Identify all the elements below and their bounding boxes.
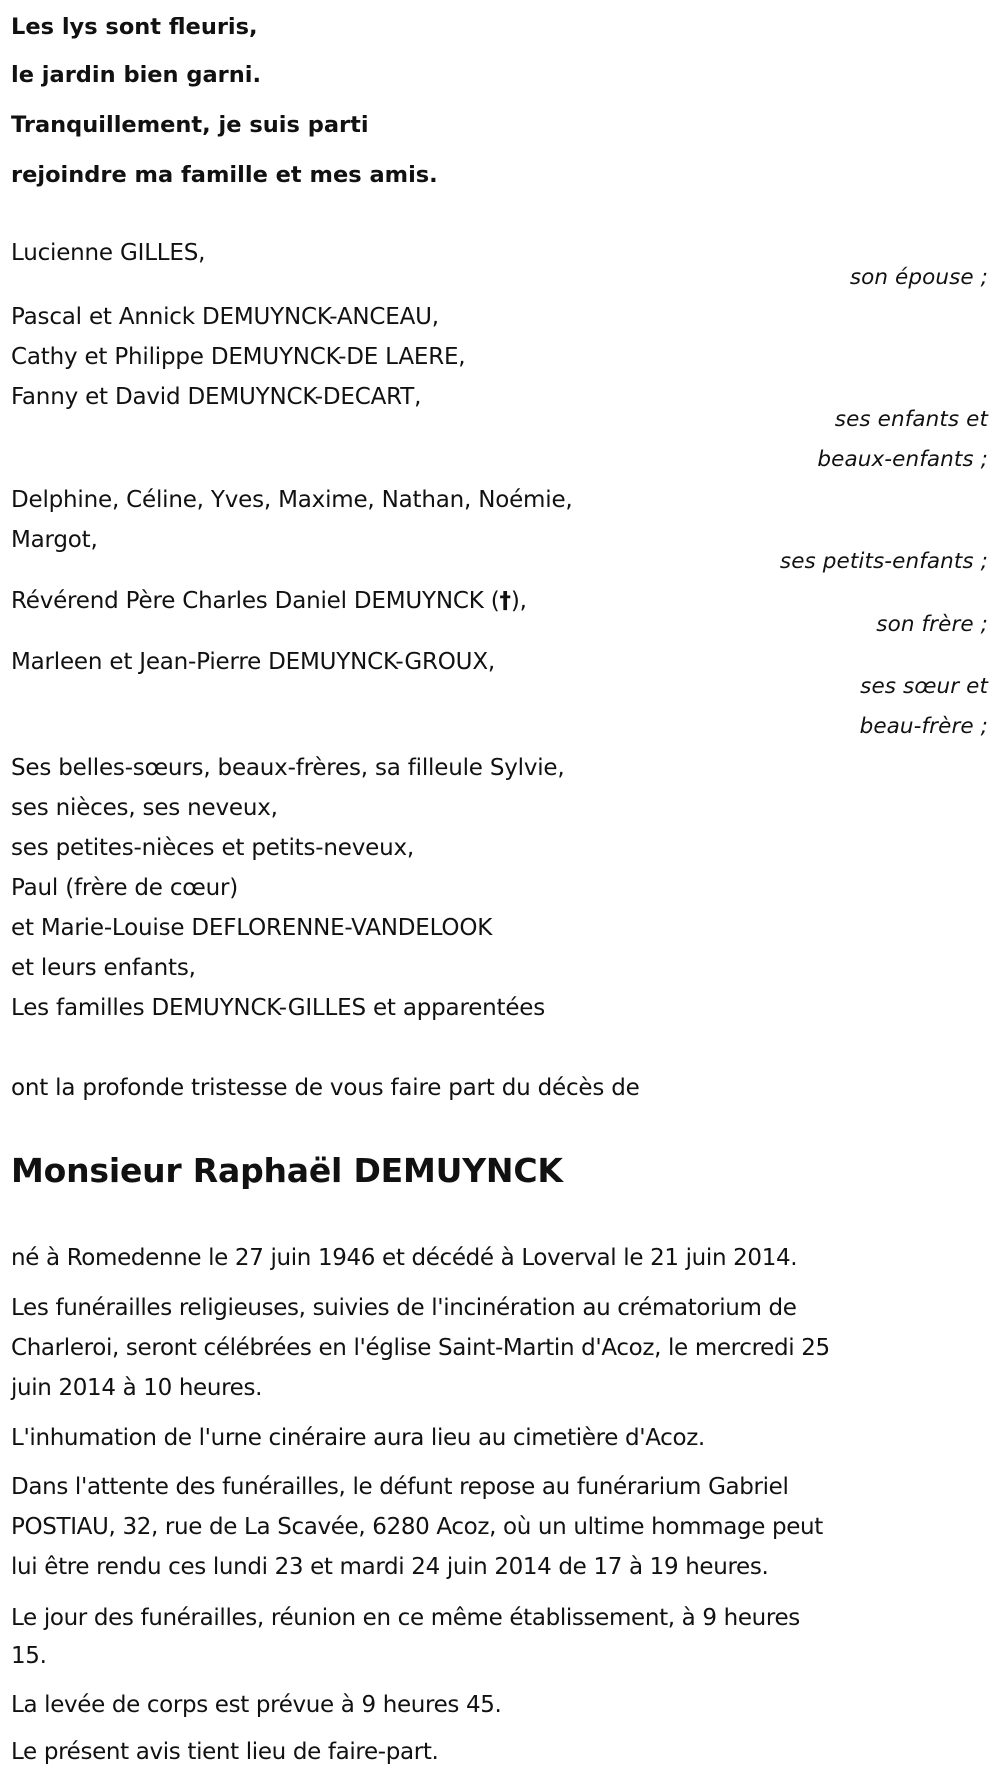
funeral-text: Charleroi, seront célébrées en l'église Saint-Martin d'Acoz, le mercredi 25 — [11, 1335, 830, 1361]
announcement-text: ont la profonde tristesse de vous faire part du décès de — [11, 1075, 640, 1101]
meeting-text: Le jour des funérailles, réunion en ce même établissement, à 9 heures — [11, 1605, 800, 1631]
children-relation: beaux-enfants ; — [817, 447, 988, 472]
brother-relation: son frère ; — [876, 612, 988, 637]
notice-text: Le présent avis tient lieu de faire-part. — [11, 1739, 439, 1765]
spouse-relation: son épouse ; — [849, 265, 988, 290]
procession-text: La levée de corps est prévue à 9 heures 45. — [11, 1692, 502, 1718]
other-relatives-line: Paul (frère de cœur) — [11, 875, 239, 901]
child-name: Pascal et Annick DEMUYNCK-ANCEAU, — [11, 304, 439, 330]
funeral-text: juin 2014 à 10 heures. — [11, 1375, 263, 1401]
other-relatives-line: ses petites-nièces et petits-neveux, — [11, 835, 414, 861]
other-relatives-line: et leurs enfants, — [11, 955, 196, 981]
viewing-text: POSTIAU, 32, rue de La Scavée, 6280 Acoz, où un ultime hommage peut — [11, 1514, 823, 1540]
grandchildren-names: Margot, — [11, 527, 98, 553]
other-relatives-line: et Marie-Louise DEFLORENNE-VANDELOOK — [11, 915, 493, 941]
other-relatives-line: Les familles DEMUYNCK-GILLES et apparentées — [11, 995, 546, 1021]
grandchildren-relation: ses petits-enfants ; — [779, 549, 988, 574]
children-relation: ses enfants et — [834, 407, 988, 432]
sister-relation: beau-frère ; — [859, 714, 988, 739]
cross-icon: † — [499, 588, 511, 614]
spouse-name: Lucienne GILLES, — [11, 240, 206, 266]
viewing-text: lui être rendu ces lundi 23 et mardi 24 juin 2014 de 17 à 19 heures. — [11, 1554, 769, 1580]
grandchildren-names: Delphine, Céline, Yves, Maxime, Nathan, Noémie, — [11, 487, 573, 513]
poem-line: Tranquillement, je suis parti — [11, 112, 369, 138]
other-relatives-line: ses nièces, ses neveux, — [11, 795, 278, 821]
deceased-name: Monsieur Raphaël DEMUYNCK — [11, 1151, 563, 1190]
birth-death-text: né à Romedenne le 27 juin 1946 et décédé à Loverval le 21 juin 2014. — [11, 1245, 798, 1271]
brother-name: Révérend Père Charles Daniel DEMUYNCK (†), — [11, 588, 527, 614]
other-relatives-line: Ses belles-sœurs, beaux-frères, sa filleule Sylvie, — [11, 755, 565, 781]
sister-relation: ses sœur et — [860, 674, 988, 699]
burial-text: L'inhumation de l'urne cinéraire aura lieu au cimetière d'Acoz. — [11, 1425, 705, 1451]
poem-line: rejoindre ma famille et mes amis. — [11, 162, 438, 188]
viewing-text: Dans l'attente des funérailles, le défunt repose au funérarium Gabriel — [11, 1474, 789, 1500]
child-name: Fanny et David DEMUYNCK-DECART, — [11, 384, 422, 410]
sister-name: Marleen et Jean-Pierre DEMUYNCK-GROUX, — [11, 649, 495, 675]
poem-line: Les lys sont fleuris, — [11, 14, 258, 40]
child-name: Cathy et Philippe DEMUYNCK-DE LAERE, — [11, 344, 466, 370]
meeting-text: 15. — [11, 1643, 47, 1669]
funeral-text: Les funérailles religieuses, suivies de l'incinération au crématorium de — [11, 1295, 797, 1321]
poem-line: le jardin bien garni. — [11, 62, 262, 88]
